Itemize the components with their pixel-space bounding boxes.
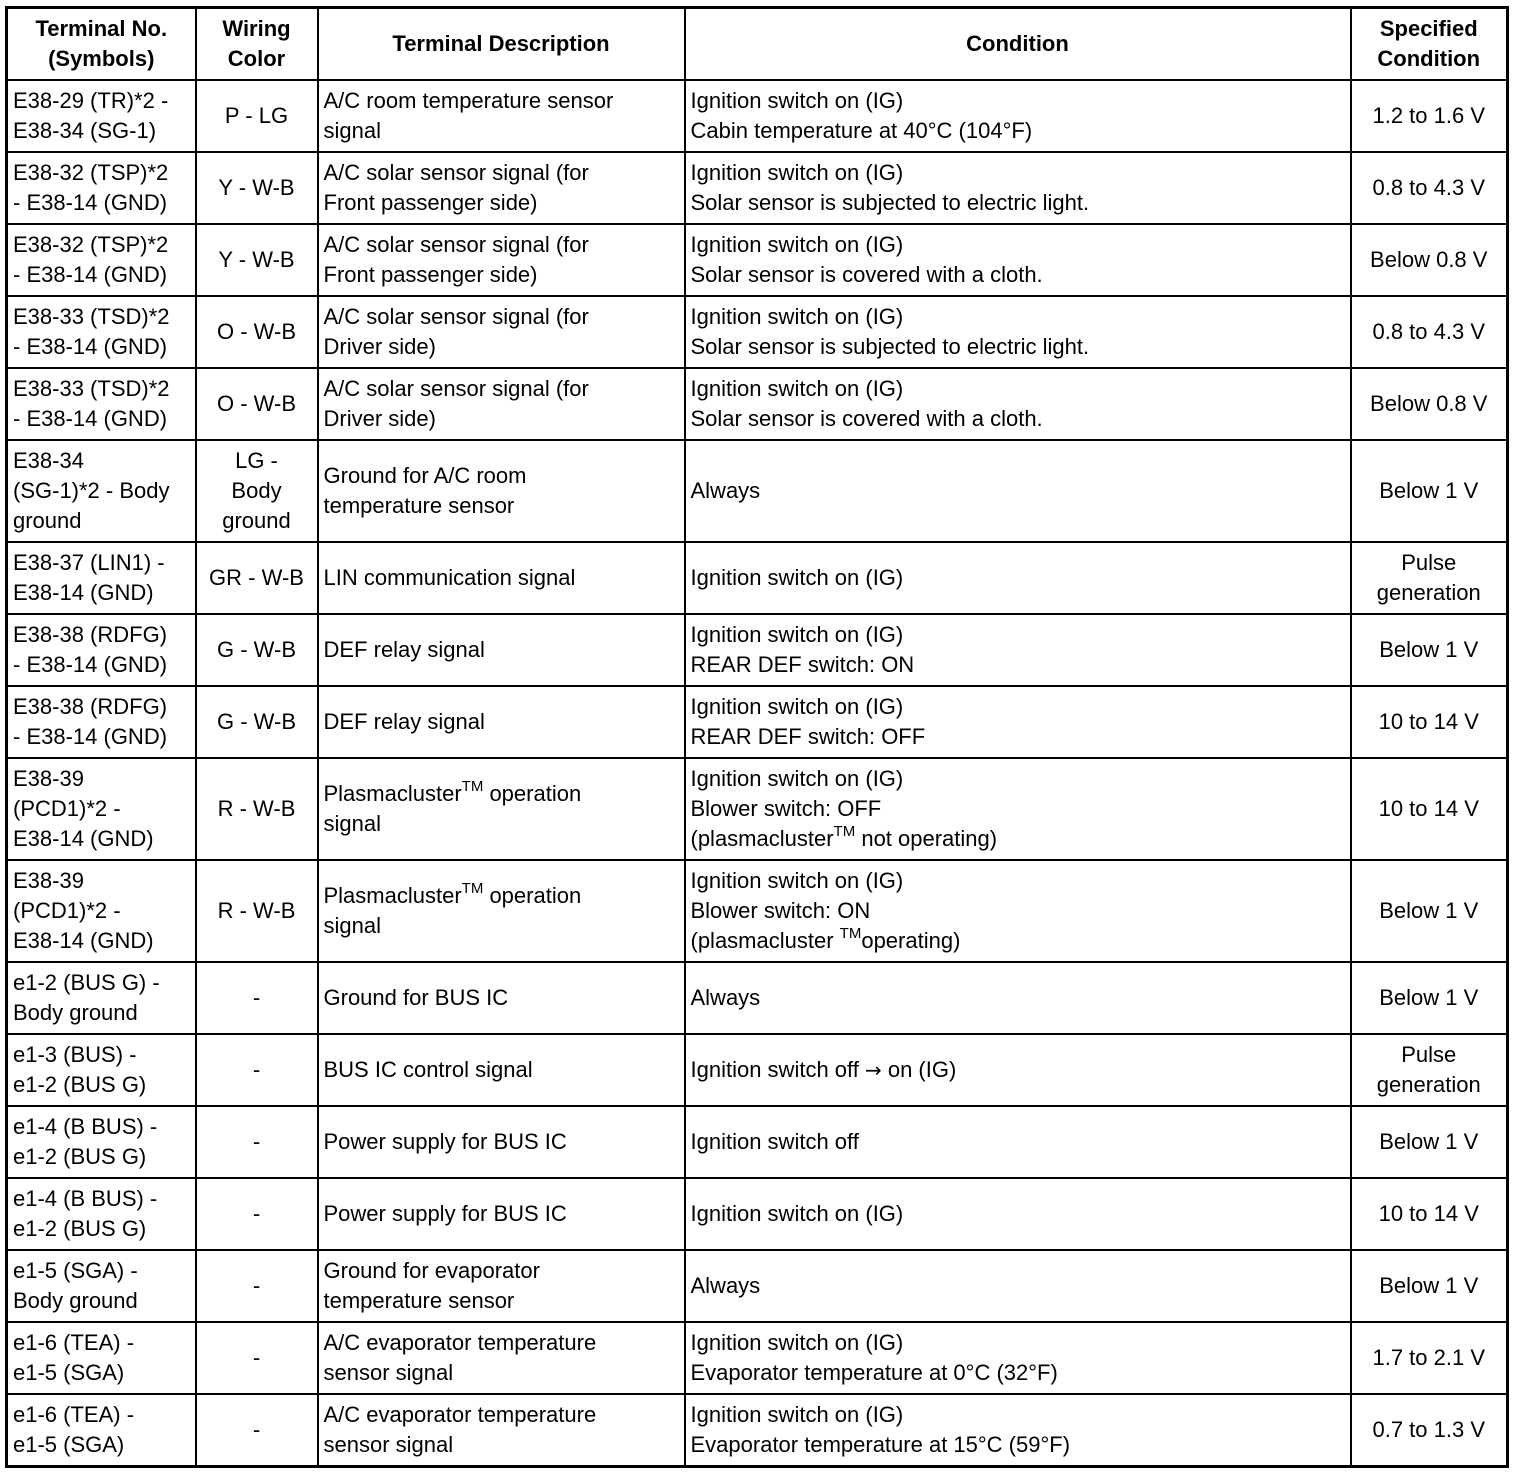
cell-line: A/C evaporator temperature xyxy=(323,1330,597,1355)
cell-line: Front passenger side) xyxy=(323,262,538,287)
cell-wiring-color xyxy=(196,1178,318,1250)
cell-wiring-color xyxy=(196,440,318,542)
cell-description xyxy=(318,860,685,962)
table-row xyxy=(7,368,1508,440)
cell-description xyxy=(318,224,685,296)
cell-line: Power supply for BUS IC xyxy=(323,1201,567,1226)
cell-condition xyxy=(685,962,1351,1034)
cell-line: Ground for evaporator xyxy=(323,1258,540,1283)
cell-line: E38-14 (GND) xyxy=(13,580,154,605)
cell-line: Solar sensor is subjected to electric light. xyxy=(690,190,1090,215)
cell-line: - E38-14 (GND) xyxy=(13,334,168,359)
table-row xyxy=(7,758,1508,860)
table-row xyxy=(7,440,1508,542)
cell-line: Driver side) xyxy=(323,406,436,431)
table-row xyxy=(7,614,1508,686)
cell-specified-condition xyxy=(1351,860,1508,962)
cell-wiring-color xyxy=(196,686,318,758)
cell-wiring-color xyxy=(196,962,318,1034)
cell-line: LG - xyxy=(235,448,278,473)
cell-terminal xyxy=(7,1322,196,1394)
cell-line: Below 1 V xyxy=(1379,1273,1479,1298)
cell-terminal xyxy=(7,1250,196,1322)
cell-line: generation xyxy=(1376,1072,1481,1097)
cell-line: e1-4 (B BUS) - xyxy=(13,1114,158,1139)
cell-line: e1-3 (BUS) - xyxy=(13,1042,137,1067)
cell-wiring-color xyxy=(196,614,318,686)
cell-line: Below 0.8 V xyxy=(1370,247,1488,272)
cell-line: 0.8 to 4.3 V xyxy=(1372,175,1486,200)
cell-wiring-color xyxy=(196,542,318,614)
cell-condition xyxy=(685,758,1351,860)
cell-wiring-color xyxy=(196,1034,318,1106)
cell-specified-condition xyxy=(1351,1034,1508,1106)
cell-line: Ignition switch on (IG) xyxy=(690,304,904,329)
header-row xyxy=(7,8,1508,81)
cell-condition xyxy=(685,614,1351,686)
table-row xyxy=(7,152,1508,224)
cell-line: e1-5 (SGA) xyxy=(13,1431,125,1457)
cell-wiring-color xyxy=(196,80,318,152)
cell-line: Solar sensor is subjected to electric light. xyxy=(690,334,1090,359)
table-row xyxy=(7,860,1508,962)
cell-description xyxy=(318,1250,685,1322)
cell-specified-condition xyxy=(1351,1178,1508,1250)
cell-line: A/C evaporator temperature xyxy=(323,1401,597,1427)
cell-line: sensor signal xyxy=(323,1360,454,1385)
cell-wiring-color xyxy=(196,296,318,368)
cell-line: R - W-B xyxy=(217,898,296,923)
cell-line: Ignition switch on (IG) xyxy=(690,160,904,185)
cell-line xyxy=(691,1055,1345,1085)
cell-line: Below 1 V xyxy=(1379,637,1479,662)
header-condition: Condition xyxy=(685,8,1351,81)
cell-condition xyxy=(685,296,1351,368)
cell-line: Driver side) xyxy=(323,334,436,359)
cell-line: A/C solar sensor signal (for xyxy=(323,304,589,329)
cell-line: E38-14 (GND) xyxy=(13,928,154,953)
cell-line: e1-2 (BUS G) xyxy=(13,1144,147,1169)
cell-line: generation xyxy=(1376,580,1481,605)
table-row xyxy=(7,224,1508,296)
cell-description xyxy=(318,368,685,440)
cell-condition xyxy=(685,368,1351,440)
cell-line: (PCD1)*2 - xyxy=(13,796,121,821)
cell-line: Ignition switch on (IG) xyxy=(690,1401,904,1427)
cell-line xyxy=(691,764,1345,794)
cell-line: Evaporator temperature at 15°C (59°F) xyxy=(690,1431,1071,1457)
cell-line: REAR DEF switch: OFF xyxy=(690,724,926,749)
cell-wiring-color xyxy=(196,860,318,962)
cell-line: Always xyxy=(690,478,761,503)
cell-description xyxy=(318,1394,685,1466)
cell-line: e1-2 (BUS G) xyxy=(13,1216,147,1241)
cell-specified-condition xyxy=(1351,542,1508,614)
cell-line: e1-6 (TEA) - xyxy=(13,1401,135,1427)
cell-wiring-color xyxy=(196,224,318,296)
cell-line: Solar sensor is covered with a cloth. xyxy=(690,262,1043,287)
cell-line: - E38-14 (GND) xyxy=(13,652,168,677)
cell-specified-condition xyxy=(1351,686,1508,758)
cell-line: Front passenger side) xyxy=(323,190,538,215)
cell-line: Cabin temperature at 40°C (104°F) xyxy=(690,118,1033,143)
cell-line: 10 to 14 V xyxy=(1378,796,1479,821)
cell-condition xyxy=(685,686,1351,758)
cell-line: - xyxy=(252,1416,261,1442)
cell-line: Below 0.8 V xyxy=(1370,391,1488,416)
cell-line: (SG-1)*2 - Body xyxy=(13,478,170,503)
cell-text: operating) xyxy=(861,928,961,953)
cell-line: Ignition switch on (IG) xyxy=(690,565,904,590)
arrow-right-icon: → xyxy=(864,1058,882,1082)
cell-condition xyxy=(685,152,1351,224)
trademark-mark: TM xyxy=(461,778,484,795)
cell-specified-condition xyxy=(1351,1394,1508,1466)
cell-condition xyxy=(685,80,1351,152)
cell-line: G - W-B xyxy=(216,637,297,662)
cell-line: Below 1 V xyxy=(1379,1129,1479,1154)
cell-line: Ignition switch on (IG) xyxy=(690,376,904,401)
table-row xyxy=(7,80,1508,152)
cell-text: not operating) xyxy=(855,826,998,851)
cell-condition xyxy=(685,1106,1351,1178)
cell-specified-condition xyxy=(1351,224,1508,296)
table-row xyxy=(7,962,1508,1034)
cell-terminal xyxy=(7,860,196,962)
cell-line: LIN communication signal xyxy=(323,565,576,590)
trademark-mark: TM xyxy=(461,880,484,897)
cell-line: 1.7 to 2.1 V xyxy=(1372,1345,1486,1370)
cell-line: signal xyxy=(323,118,381,143)
cell-line: e1-4 (B BUS) - xyxy=(13,1186,158,1211)
cell-line: - xyxy=(252,1273,261,1298)
cell-condition xyxy=(685,224,1351,296)
cell-specified-condition xyxy=(1351,1106,1508,1178)
cell-specified-condition xyxy=(1351,440,1508,542)
cell-line: O - W-B xyxy=(216,391,297,416)
cell-text: signal xyxy=(323,913,381,938)
cell-description xyxy=(318,614,685,686)
cell-line: A/C solar sensor signal (for xyxy=(323,376,589,401)
cell-wiring-color xyxy=(196,758,318,860)
cell-wiring-color xyxy=(196,368,318,440)
cell-line: Ignition switch on (IG) xyxy=(690,622,904,647)
cell-line: ground xyxy=(13,508,82,533)
table-row xyxy=(7,542,1508,614)
cell-specified-condition xyxy=(1351,80,1508,152)
cell-condition xyxy=(685,440,1351,542)
cell-text: (plasmacluster xyxy=(690,826,834,851)
cell-line: E38-34 (SG-1) xyxy=(13,118,157,143)
table-row xyxy=(7,1106,1508,1178)
cell-line: Ignition switch on (IG) xyxy=(690,1330,904,1355)
cell-line: E38-38 (RDFG) xyxy=(13,622,168,647)
cell-description xyxy=(318,1322,685,1394)
cell-line: DEF relay signal xyxy=(323,637,485,662)
cell-line: Body ground xyxy=(13,1288,138,1313)
cell-line: Y - W-B xyxy=(218,247,295,272)
cell-line: O - W-B xyxy=(216,319,297,344)
cell-line: Below 1 V xyxy=(1379,985,1479,1010)
cell-line: E38-37 (LIN1) - xyxy=(13,550,165,575)
cell-line xyxy=(691,926,1345,956)
cell-description xyxy=(318,80,685,152)
cell-line: e1-2 (BUS G) - xyxy=(13,970,160,995)
cell-line: temperature sensor xyxy=(323,493,515,518)
cell-line xyxy=(324,911,679,941)
cell-line xyxy=(691,824,1345,854)
cell-wiring-color xyxy=(196,152,318,224)
cell-description xyxy=(318,152,685,224)
cell-text: operation xyxy=(483,883,582,908)
cell-line: temperature sensor xyxy=(323,1288,515,1313)
cell-line: 10 to 14 V xyxy=(1378,1201,1479,1226)
cell-line: R - W-B xyxy=(217,796,296,821)
cell-terminal xyxy=(7,296,196,368)
cell-line: E38-32 (TSP)*2 xyxy=(13,160,169,185)
cell-line: - E38-14 (GND) xyxy=(13,262,168,287)
cell-description xyxy=(318,962,685,1034)
cell-line: e1-6 (TEA) - xyxy=(13,1330,135,1355)
cell-line: E38-32 (TSP)*2 xyxy=(13,232,169,257)
cell-specified-condition xyxy=(1351,758,1508,860)
cell-line xyxy=(324,779,679,809)
cell-specified-condition xyxy=(1351,1250,1508,1322)
cell-description xyxy=(318,440,685,542)
cell-line: Body ground xyxy=(13,1000,138,1025)
cell-condition xyxy=(685,542,1351,614)
cell-line: Ignition switch on (IG) xyxy=(690,694,904,719)
cell-line: G - W-B xyxy=(216,709,297,734)
cell-text: Ignition switch off xyxy=(690,1057,865,1082)
cell-specified-condition xyxy=(1351,962,1508,1034)
table-row xyxy=(7,1178,1508,1250)
cell-specified-condition xyxy=(1351,1322,1508,1394)
cell-line: DEF relay signal xyxy=(323,709,485,734)
cell-text: Ignition switch on (IG) xyxy=(690,868,904,893)
cell-terminal xyxy=(7,80,196,152)
table-row xyxy=(7,1034,1508,1106)
cell-condition xyxy=(685,1178,1351,1250)
cell-description xyxy=(318,1034,685,1106)
cell-line: Evaporator temperature at 0°C (32°F) xyxy=(690,1360,1058,1385)
cell-line: ground xyxy=(222,508,291,533)
cell-line: - E38-14 (GND) xyxy=(13,190,168,215)
cell-text: Blower switch: ON xyxy=(690,898,871,923)
cell-terminal xyxy=(7,440,196,542)
cell-line: Always xyxy=(690,985,761,1010)
cell-wiring-color xyxy=(196,1394,318,1466)
cell-line: BUS IC control signal xyxy=(323,1057,533,1082)
cell-specified-condition xyxy=(1351,614,1508,686)
cell-line: e1-2 (BUS G) xyxy=(13,1072,147,1097)
cell-line xyxy=(691,794,1345,824)
cell-specified-condition xyxy=(1351,296,1508,368)
cell-line: Ignition switch on (IG) xyxy=(690,232,904,257)
cell-condition xyxy=(685,860,1351,962)
cell-text: on (IG) xyxy=(881,1057,957,1082)
cell-text: Ignition switch on (IG) xyxy=(690,766,904,791)
cell-line: 0.8 to 4.3 V xyxy=(1372,319,1486,344)
table-row xyxy=(7,686,1508,758)
cell-text: Blower switch: OFF xyxy=(690,796,882,821)
cell-line: GR - W-B xyxy=(209,565,304,590)
cell-text: signal xyxy=(323,811,381,836)
cell-description xyxy=(318,1178,685,1250)
cell-line: 0.7 to 1.3 V xyxy=(1372,1416,1486,1442)
cell-line: Ground for A/C room xyxy=(323,463,527,488)
cell-line: E38-14 (GND) xyxy=(13,826,154,851)
cell-line: P - LG xyxy=(224,103,289,128)
cell-line: E38-39 xyxy=(13,766,84,791)
cell-line: Below 1 V xyxy=(1379,898,1479,923)
table-row xyxy=(7,1322,1508,1394)
cell-terminal xyxy=(7,962,196,1034)
cell-line: Ignition switch off xyxy=(690,1129,859,1154)
trademark-mark: TM xyxy=(839,925,862,942)
cell-text: operation xyxy=(483,781,582,806)
table-row xyxy=(7,1394,1508,1466)
cell-line: Below 1 V xyxy=(1379,478,1479,503)
header-specified-condition: Specified Condition xyxy=(1351,8,1508,81)
cell-line: - E38-14 (GND) xyxy=(13,724,168,749)
cell-wiring-color xyxy=(196,1322,318,1394)
cell-line: REAR DEF switch: ON xyxy=(690,652,915,677)
cell-terminal xyxy=(7,224,196,296)
cell-line xyxy=(691,896,1345,926)
cell-specified-condition xyxy=(1351,368,1508,440)
cell-line: - xyxy=(252,1345,261,1370)
cell-line: Pulse xyxy=(1401,1042,1457,1067)
cell-line xyxy=(324,881,679,911)
cell-line: Power supply for BUS IC xyxy=(323,1129,567,1154)
cell-line xyxy=(324,809,679,839)
cell-description xyxy=(318,542,685,614)
cell-terminal xyxy=(7,152,196,224)
cell-line: - xyxy=(252,1201,261,1226)
cell-line: E38-33 (TSD)*2 xyxy=(13,304,170,329)
cell-text: Plasmacluster xyxy=(323,883,462,908)
cell-line: 10 to 14 V xyxy=(1378,709,1479,734)
cell-line: 1.2 to 1.6 V xyxy=(1372,103,1486,128)
cell-line: E38-39 xyxy=(13,868,84,893)
cell-description xyxy=(318,686,685,758)
cell-condition xyxy=(685,1322,1351,1394)
cell-line: Y - W-B xyxy=(218,175,295,200)
cell-description xyxy=(318,758,685,860)
cell-line: e1-5 (SGA) xyxy=(13,1360,125,1385)
cell-line: A/C solar sensor signal (for xyxy=(323,232,589,257)
cell-line: Solar sensor is covered with a cloth. xyxy=(690,406,1043,431)
cell-terminal xyxy=(7,542,196,614)
cell-terminal xyxy=(7,758,196,860)
cell-line: Pulse xyxy=(1401,550,1457,575)
cell-line: E38-34 xyxy=(13,448,84,473)
cell-line: e1-5 (SGA) - xyxy=(13,1258,138,1283)
trademark-mark: TM xyxy=(833,823,856,840)
cell-line: Body xyxy=(231,478,282,503)
cell-line: Ground for BUS IC xyxy=(323,985,509,1010)
cell-terminal xyxy=(7,1394,196,1466)
cell-specified-condition xyxy=(1351,152,1508,224)
header-wiring-color: Wiring Color xyxy=(196,8,318,81)
cell-line: - xyxy=(252,985,261,1010)
header-terminal: Terminal No. (Symbols) xyxy=(7,8,196,81)
cell-line: Always xyxy=(690,1273,761,1298)
cell-terminal xyxy=(7,614,196,686)
cell-line: E38-33 (TSD)*2 xyxy=(13,376,170,401)
cell-line xyxy=(691,866,1345,896)
header-terminal-description: Terminal Description xyxy=(318,8,685,81)
cell-line: sensor signal xyxy=(323,1431,454,1457)
cell-terminal xyxy=(7,1178,196,1250)
cell-text: Plasmacluster xyxy=(323,781,462,806)
cell-line: (PCD1)*2 - xyxy=(13,898,121,923)
cell-wiring-color xyxy=(196,1250,318,1322)
cell-description xyxy=(318,296,685,368)
cell-line: A/C room temperature sensor xyxy=(323,88,614,113)
terminal-inspection-table xyxy=(5,6,1509,1468)
cell-line: Ignition switch on (IG) xyxy=(690,88,904,113)
cell-line: - xyxy=(252,1057,261,1082)
cell-line: - E38-14 (GND) xyxy=(13,406,168,431)
cell-description xyxy=(318,1106,685,1178)
table-row xyxy=(7,1250,1508,1322)
cell-line: E38-38 (RDFG) xyxy=(13,694,168,719)
cell-line: - xyxy=(252,1129,261,1154)
cell-condition xyxy=(685,1250,1351,1322)
cell-text: (plasmacluster xyxy=(690,928,840,953)
cell-terminal xyxy=(7,368,196,440)
cell-terminal xyxy=(7,1106,196,1178)
cell-terminal xyxy=(7,686,196,758)
cell-condition xyxy=(685,1394,1351,1466)
cell-line: A/C solar sensor signal (for xyxy=(323,160,589,185)
cell-condition xyxy=(685,1034,1351,1106)
table-row xyxy=(7,296,1508,368)
cell-wiring-color xyxy=(196,1106,318,1178)
cell-line: Ignition switch on (IG) xyxy=(690,1201,904,1226)
cell-terminal xyxy=(7,1034,196,1106)
cell-line: E38-29 (TR)*2 - xyxy=(13,88,169,113)
